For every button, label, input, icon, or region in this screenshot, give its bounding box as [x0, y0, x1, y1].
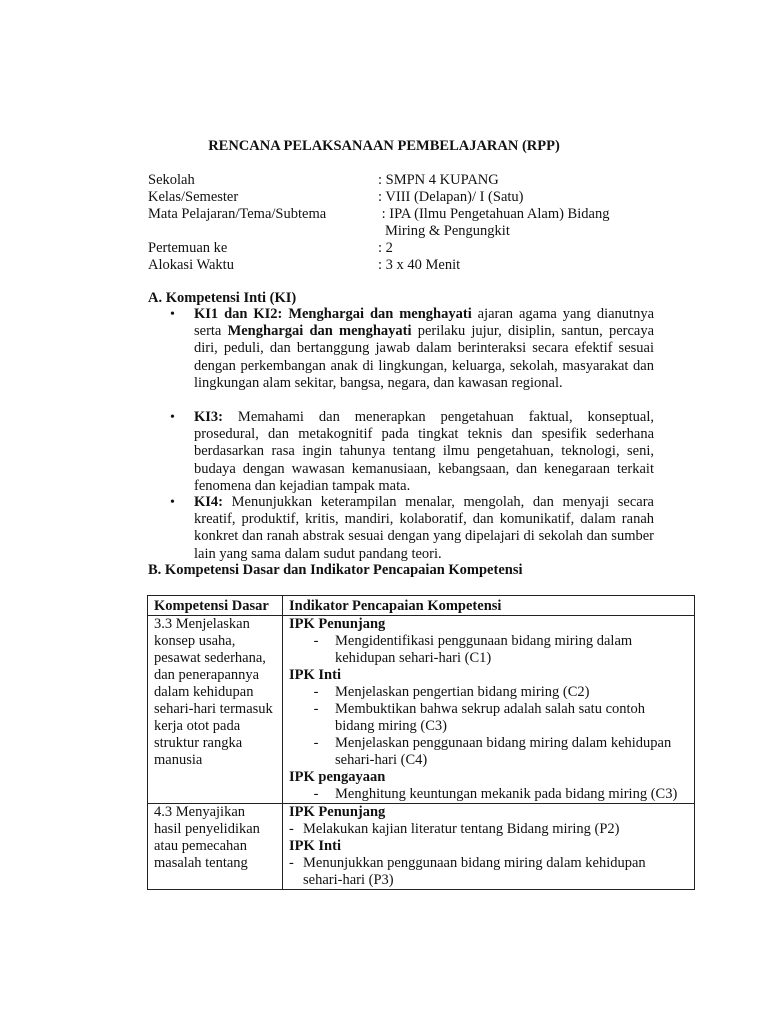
section-b-heading: B. Kompetensi Dasar dan Indikator Pencapaian Kompetensi: [148, 562, 523, 578]
info-value-subject: : IPA (Ilmu Pengetahuan Alam) Bidang: [378, 206, 610, 222]
ipk-item-text: Menunjukkan penggunaan bidang miring dalam kehidupan sehari-hari (P3): [303, 855, 646, 888]
info-value-meeting: : 2: [378, 240, 393, 256]
ki4-paragraph: [194, 494, 654, 563]
ki3-text: Memahami dan menerapkan pengetahuan faktual, konseptual, prosedural, dan metakognitif pada tingkat teknis dan spesifik sederhana berdasarkan rasa ingin tahunya tentang ilmu pengetahuan, teknologi, seni, budaya dengan wawasan kemanusiaan, kebangsaan, dan kenegaraan terkait fenomena dan kejadian tampak mata.: [194, 409, 654, 494]
ki4-text: Menunjukkan keterampilan menalar, mengolah, dan menyaji secara kreatif, produktif, kritis, mandiri, kolaboratif, dan komunikatif, dalam ranah konkret dan ranah abstrak sesuai dengan yang dipelajari di sekolah dan sumber lain yang sama dalam sudut pandang teori.: [194, 494, 654, 562]
ipk-heading: IPK Penunjang: [289, 616, 386, 632]
list-item: [289, 821, 688, 838]
ki4-label: KI4:: [194, 494, 223, 510]
info-value-school: : SMPN 4 KUPANG: [378, 172, 499, 188]
ki3-paragraph: [194, 409, 654, 495]
bullet-ki1: •: [170, 307, 175, 322]
ipk-heading: IPK Penunjang: [289, 804, 386, 820]
ipk-heading: IPK pengayaan: [289, 769, 386, 785]
kd-4-3: 4.3 Menyajikan hasil penyelidikan atau pemecahan masalah tentang: [148, 804, 283, 890]
info-value-time: : 3 x 40 Menit: [378, 257, 461, 273]
list-item: [289, 701, 688, 735]
table-row: [148, 804, 695, 890]
ki1-text-1: ajaran agama yang dianutnya serta: [194, 306, 655, 340]
table-header-row: [148, 596, 695, 616]
dash-marker: -: [289, 855, 294, 871]
ipk-item-text: Mengidentifikasi penggunaan bidang miring dalam kehidupan sehari-hari (C1): [335, 633, 633, 666]
dash-marker: -: [313, 701, 319, 717]
ki1-emphasis-1: Menghargai dan menghayati: [288, 306, 472, 322]
ki3-label: KI3:: [194, 409, 223, 425]
ipk-heading: IPK Inti: [289, 838, 341, 854]
list-item: [289, 684, 688, 701]
ipk-item-text: Menghitung keuntungan mekanik pada bidang miring (C3): [335, 786, 678, 802]
ki1-ki2-paragraph: [194, 306, 654, 392]
list-item: [289, 786, 688, 803]
info-label-meeting: Pertemuan ke: [148, 240, 228, 256]
ipk-heading: IPK Inti: [289, 667, 341, 683]
header-kompetensi-dasar: Kompetensi Dasar: [148, 596, 283, 616]
list-item: [289, 855, 688, 889]
bullet-ki4: •: [170, 495, 175, 510]
ki1-text-2: perilaku jujur, disiplin, santun, percaya diri, peduli, dan bertanggung jawab dalam berinteraksi secara efektif sesuai dengan perkembangan anak di lingkungan, keluarga, sekolah, masyarakat dan lingkungan alam sekitar, bangsa, negara, dan kawasan regional.: [194, 323, 655, 391]
info-label-subject: Mata Pelajaran/Tema/Subtema: [148, 206, 327, 222]
info-value-subject-cont: Miring & Pengungkit: [385, 223, 510, 239]
ipk-cell-1: [283, 616, 695, 804]
info-label-school: Sekolah: [148, 172, 195, 188]
ki1-emphasis-2: Menghargai dan menghayati: [227, 323, 412, 340]
table-row: [148, 616, 695, 804]
section-a-heading: A. Kompetensi Inti (KI): [148, 290, 297, 306]
info-label-time: Alokasi Waktu: [148, 257, 234, 273]
ipk-item-text: Menjelaskan penggunaan bidang miring dalam kehidupan sehari-hari (C4): [335, 735, 672, 768]
ipk-cell-2: [283, 804, 695, 890]
ipk-item-text: Melakukan kajian literatur tentang Bidang miring (P2): [303, 821, 620, 837]
dash-marker: -: [289, 821, 294, 837]
list-item: [289, 735, 688, 769]
bullet-ki3: •: [170, 410, 175, 425]
dash-marker: -: [313, 633, 319, 649]
list-item: [289, 633, 688, 667]
dash-marker: -: [313, 684, 319, 700]
ki1-label: KI1 dan KI2:: [194, 306, 283, 322]
ipk-item-text: Menjelaskan pengertian bidang miring (C2): [335, 684, 590, 700]
kd-3-3: 3.3 Menjelaskan konsep usaha, pesawat sederhana, dan penerapannya dalam kehidupan sehari-hari termasuk kerja otot pada struktur rangka manusia: [148, 616, 283, 804]
dash-marker: -: [313, 735, 319, 751]
header-indikator: Indikator Pencapaian Kompetensi: [283, 596, 695, 616]
competency-table: [147, 595, 695, 890]
info-value-class: : VIII (Delapan)/ I (Satu): [378, 189, 524, 205]
info-label-class: Kelas/Semester: [148, 189, 239, 205]
page-title: RENCANA PELAKSANAAN PEMBELAJARAN (RPP): [208, 138, 560, 154]
dash-marker: -: [313, 786, 319, 802]
ipk-item-text: Membuktikan bahwa sekrup adalah salah satu contoh bidang miring (C3): [335, 701, 646, 734]
